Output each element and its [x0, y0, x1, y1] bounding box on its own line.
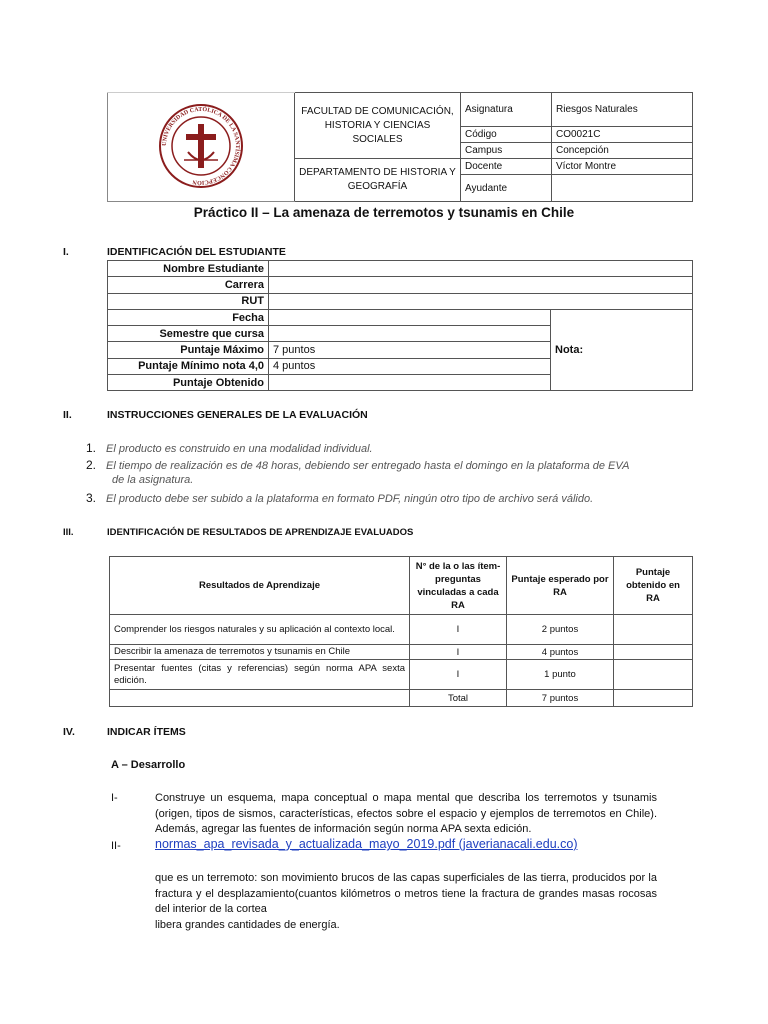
outcome-desc: Comprender los riesgos naturales y su aplicación al contexto local.	[110, 615, 410, 645]
column-header: Puntaje esperado por RA	[507, 557, 614, 615]
field-label: Semestre que cursa	[108, 326, 269, 342]
outcome-score: 1 punto	[507, 660, 614, 690]
instruction-number: 1.	[86, 441, 97, 455]
outcome-item: I	[410, 645, 507, 660]
section-number: II.	[63, 409, 72, 421]
university-seal-icon	[156, 102, 246, 190]
header-label: Campus	[461, 143, 552, 159]
svg-text:UNIVERSIDAD CATÓLICA DE LA SAN: UNIVERSIDAD CATÓLICA DE LA SANTÍSIMA CONCEPCIÓN	[161, 106, 241, 185]
max-score-value: 7 puntos	[269, 342, 551, 358]
outcome-obtained[interactable]	[614, 645, 693, 660]
outcome-score: 4 puntos	[507, 645, 614, 660]
field-label: Puntaje Máximo	[108, 342, 269, 358]
min-score-value: 4 puntos	[269, 358, 551, 374]
date-field[interactable]	[269, 309, 551, 325]
apa-norms-link[interactable]: normas_apa_revisada_y_actualizada_mayo_2019.pdf (javerianacali.edu.co)	[155, 837, 578, 851]
item-text: Construye un esquema, mapa conceptual o mapa mental que describa los terremotos y tsunamis (origen, tipos de sismos, características, efectos sobre el espacio y ejemplos de terremotos en Chile). Además, agregar las fuentes de información según norma APA sexta edición.	[155, 792, 657, 835]
table-row	[110, 645, 693, 660]
career-field[interactable]	[269, 277, 693, 293]
total-row	[110, 690, 693, 707]
header-label: Ayudante	[461, 175, 552, 202]
answer-paragraph: libera grandes cantidades de energía.	[155, 919, 340, 931]
field-label: Nombre Estudiante	[108, 261, 269, 277]
semester-field[interactable]	[269, 326, 551, 342]
total-label: Total	[410, 690, 507, 707]
instruction-text: El tiempo de realización es de 48 horas, debiendo ser entregado hasta el domingo en la plataforma de EVA	[106, 460, 630, 472]
instruction-text: El producto debe ser subido a la plataforma en formato PDF, ningún otro tipo de archivo será válido.	[106, 493, 594, 505]
student-id-table	[107, 260, 693, 391]
section-number: IV.	[63, 726, 75, 738]
header-table	[107, 92, 693, 202]
header-value: Concepción	[552, 143, 693, 159]
header-value[interactable]	[552, 175, 693, 202]
subsection-title: A – Desarrollo	[111, 759, 186, 771]
instruction-number: 3.	[86, 491, 97, 505]
outcome-obtained[interactable]	[614, 615, 693, 645]
grade-cell[interactable]	[551, 309, 693, 390]
field-label: Fecha	[108, 309, 269, 325]
grade-label: Nota:	[555, 344, 584, 357]
header-label: Asignatura	[461, 93, 552, 127]
total-value: 7 puntos	[507, 690, 614, 707]
instruction-item	[86, 458, 629, 472]
outcome-obtained[interactable]	[614, 660, 693, 690]
header-label: Código	[461, 127, 552, 143]
outcome-score: 2 puntos	[507, 615, 614, 645]
column-header: Resultados de Aprendizaje	[110, 557, 410, 615]
outcome-desc: Presentar fuentes (citas y referencias) según norma APA sexta edición.	[110, 660, 410, 690]
instruction-number: 2.	[86, 458, 97, 472]
page-title: Práctico II – La amenaza de terremotos y tsunamis en Chile	[193, 205, 575, 220]
field-label: Carrera	[108, 277, 269, 293]
table-row	[110, 660, 693, 690]
header-value: Riesgos Naturales	[552, 93, 693, 127]
header-label: Docente	[461, 159, 552, 175]
outcome-item: I	[410, 660, 507, 690]
student-name-field[interactable]	[269, 261, 693, 277]
instruction-continuation: de la asignatura.	[112, 474, 194, 486]
instruction-item	[86, 441, 373, 455]
item-number: I-	[111, 792, 118, 804]
rut-field[interactable]	[269, 293, 693, 309]
instruction-text: El producto es construido en una modalidad individual.	[106, 443, 373, 455]
field-label: Puntaje Mínimo nota 4,0	[108, 358, 269, 374]
answer-paragraph: que es un terremoto: son movimiento brucos de las capas superficiales de las tierra, producidos por la fractura y el desplazamiento(cuantos kilómetros o metros tiene la fractura de grandes masas rocosas del interior de la cortea	[155, 872, 657, 915]
column-header: N° de la o las ítem-preguntas vinculadas a cada RA	[410, 557, 507, 615]
department-cell: DEPARTAMENTO DE HISTORIA Y GEOGRAFÍA	[295, 159, 461, 202]
section-number: III.	[63, 527, 74, 538]
column-header: Puntaje obtenido en RA	[614, 557, 693, 615]
faculty-cell: FACULTAD DE COMUNICACIÓN, HISTORIA Y CIENCIAS SOCIALES	[295, 93, 461, 159]
section-title: INSTRUCCIONES GENERALES DE LA EVALUACIÓN	[107, 409, 368, 421]
obtained-score-field[interactable]	[269, 375, 551, 391]
item-number: II-	[111, 840, 121, 852]
header-value: Víctor Montre	[552, 159, 693, 175]
empty-cell	[110, 690, 410, 707]
header-value: CO0021C	[552, 127, 693, 143]
section-title: IDENTIFICACIÓN DEL ESTUDIANTE	[107, 246, 286, 258]
total-obtained[interactable]	[614, 690, 693, 707]
learning-outcomes-table	[109, 556, 693, 707]
field-label: RUT	[108, 293, 269, 309]
section-title: IDENTIFICACIÓN DE RESULTADOS DE APRENDIZAJE EVALUADOS	[107, 527, 414, 538]
table-row	[110, 615, 693, 645]
field-label: Puntaje Obtenido	[108, 375, 269, 391]
outcome-desc: Describir la amenaza de terremotos y tsunamis en Chile	[110, 645, 410, 660]
outcome-item: I	[410, 615, 507, 645]
section-title: INDICAR ÍTEMS	[107, 726, 186, 738]
instruction-item	[86, 491, 593, 505]
section-number: I.	[63, 246, 69, 258]
logo-cell	[108, 93, 295, 202]
